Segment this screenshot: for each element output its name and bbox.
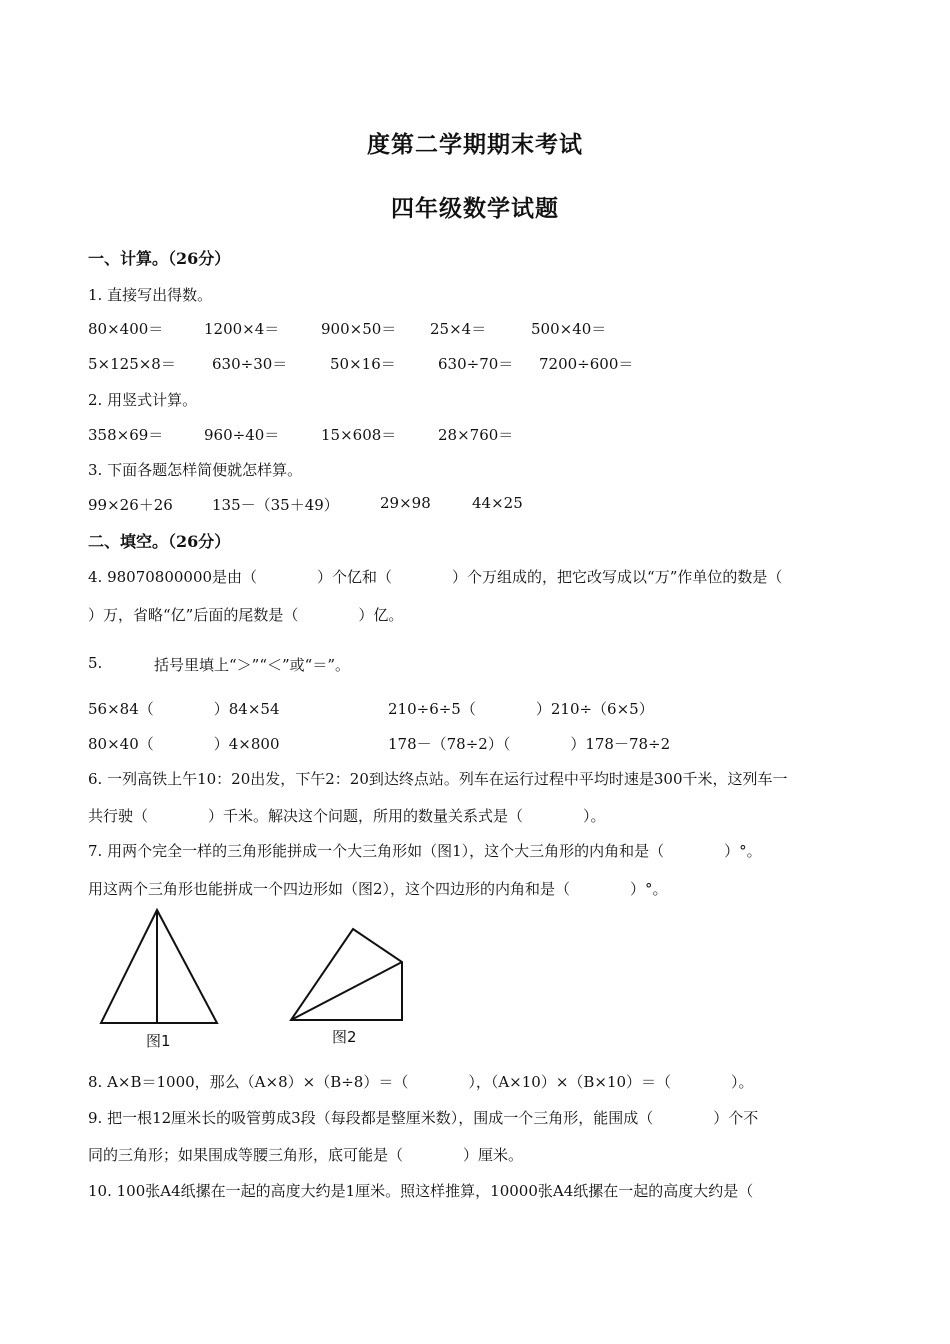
- figure2-divider: [291, 962, 402, 1020]
- figure1-triangle: [96, 906, 226, 1030]
- q5-item: 210÷6÷5（ ）210÷（6×5）: [388, 700, 654, 718]
- q3-item: 99×26＋26: [88, 496, 173, 514]
- q1-item: 50×16＝: [330, 355, 396, 373]
- q5-item: 56×84（ ）84×54: [88, 700, 280, 718]
- figure1-label: 图1: [146, 1032, 171, 1050]
- figure1-outline: [101, 910, 217, 1023]
- q3-item: 29×98: [380, 494, 431, 512]
- q1-item: 1200×4＝: [204, 320, 280, 338]
- q6-line2: 共行驶（ ）千米。解决这个问题，所用的数量关系式是（ ）。: [88, 807, 606, 825]
- q2-item: 358×69＝: [88, 426, 164, 444]
- q3-item: 44×25: [472, 494, 523, 512]
- q3-row: [0, 494, 950, 516]
- q2-label: 2. 用竖式计算。: [88, 391, 198, 409]
- q5-row1: [0, 698, 950, 720]
- q1-item: 630÷70＝: [438, 355, 514, 373]
- q5-label: 括号里填上“＞”“＜”或“＝”。: [154, 656, 351, 674]
- q1-row2: [0, 353, 950, 375]
- q1-row1: [0, 318, 950, 340]
- figure2-outline: [291, 929, 402, 1020]
- q4-line1: 4. 98070800000是由（ ）个亿和（ ）个万组成的，把它改写成以“万”作单位的数是（: [88, 568, 783, 586]
- q7-line1: 7. 用两个完全一样的三角形能拼成一个大三角形如（图1），这个大三角形的内角和是（ ）°。: [88, 842, 762, 860]
- q5-number: 5.: [88, 654, 103, 672]
- q2-item: 960÷40＝: [204, 426, 280, 444]
- q1-item: 500×40＝: [531, 320, 607, 338]
- q1-item: 7200÷600＝: [539, 355, 634, 373]
- q2-item: 15×608＝: [321, 426, 397, 444]
- section1-heading: 一、计算。（26分）: [88, 249, 231, 268]
- q4-line2: ）万，省略“亿”后面的尾数是（ ）亿。: [88, 606, 404, 624]
- q1-item: 25×4＝: [430, 320, 487, 338]
- q7-line2: 用这两个三角形也能拼成一个四边形如（图2），这个四边形的内角和是（ ）°。: [88, 880, 668, 898]
- exam-title: 度第二学期期末考试: [367, 131, 583, 158]
- q8-line1: 8. A×B＝1000，那么（A×8）×（B÷8）＝（ ），（A×10）×（B×10）＝（ ）。: [88, 1073, 754, 1091]
- q3-item: 135－（35＋49）: [212, 496, 339, 514]
- q1-item: 900×50＝: [321, 320, 397, 338]
- q1-item: 630÷30＝: [212, 355, 288, 373]
- q6-line1: 6. 一列高铁上午10：20出发，下午2：20到达终点站。列车在运行过程中平均时速是300千米，这列车一: [88, 770, 788, 788]
- q5-item: 178－（78÷2）（ ）178－78÷2: [388, 735, 671, 753]
- section2-heading: 二、填空。（26分）: [88, 532, 231, 551]
- q3-label: 3. 下面各题怎样简便就怎样算。: [88, 461, 303, 479]
- q5-row2: [0, 733, 950, 755]
- q2-item: 28×760＝: [438, 426, 514, 444]
- exam-subtitle: 四年级数学试题: [391, 195, 559, 222]
- figure2-quadrilateral: [286, 924, 410, 1026]
- figure2-label: 图2: [332, 1028, 357, 1046]
- q10-line1: 10. 100张A4纸摞在一起的高度大约是1厘米。照这样推算，10000张A4纸摞在一起的高度大约是（: [88, 1182, 754, 1200]
- q9-line2: 同的三角形；如果围成等腰三角形，底可能是（ ）厘米。: [88, 1146, 524, 1164]
- q9-line1: 9. 把一根12厘米长的吸管剪成3段（每段都是整厘米数），围成一个三角形，能围成（ ）个不: [88, 1109, 759, 1127]
- q1-label: 1. 直接写出得数。: [88, 286, 213, 304]
- q1-item: 5×125×8＝: [88, 355, 176, 373]
- q2-row: [0, 424, 950, 446]
- q1-item: 80×400＝: [88, 320, 164, 338]
- q5-item: 80×40（ ）4×800: [88, 735, 280, 753]
